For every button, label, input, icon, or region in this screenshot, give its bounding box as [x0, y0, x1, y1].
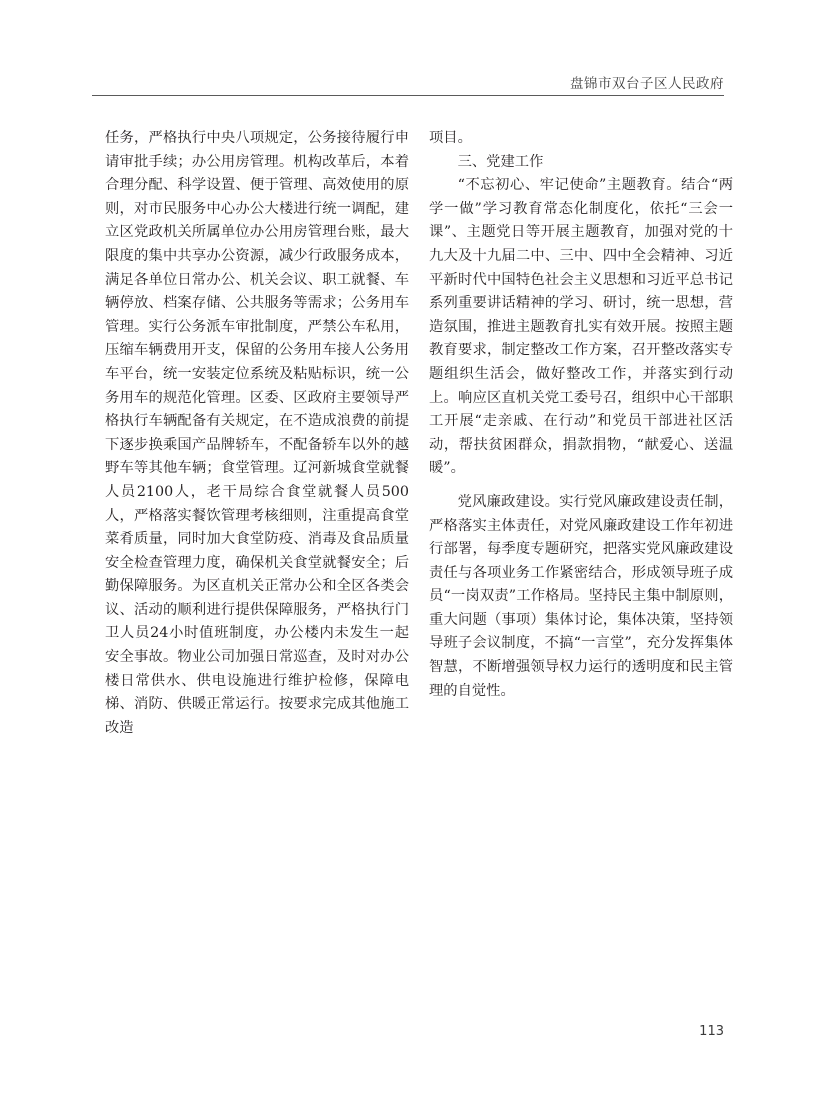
header-divider: [92, 95, 724, 96]
right-column: [429, 127, 733, 703]
body-paragraph: 项目。: [429, 130, 472, 146]
body-paragraph: “不忘初心、牢记使命”主题教育。结合“两学一做”学习教育常态化制度化，依托“三会一课”、主题党日等开展主题教育，加强对党的十九大及十九届二中、三中、四中全会精神、习近平新时代中国特色社会主义思想和习近平总书记系列重要讲话精神的学习、研讨，统一思想，营造氛围，推进主题教育扎实有效开展。按照主题教育要求，制定整改工作方案，召开整改落实专题组织生活会，做好整改工作，并落实到行动上。响应区直机关党工委号召，组织中心干部职工开展“走亲戚、在行动”和党员干部进社区活动，帮扶贫困群众，捐款捐物，“献爱心、送温暖”。: [429, 177, 733, 477]
body-paragraph: 党风廉政建设。实行党风廉政建设责任制，严格落实主体责任，对党风廉政建设工作年初进行部署，每季度专题研究，把落实党风廉政建设责任与各项业务工作紧密结合，形成领导班子成员“一岗双责”工作格局。坚持民主集中制原则，重大问题（事项）集体讨论，集体决策，坚持领导班子会议制度，不搞“一言堂”，充分发挥集体智慧，不断增强领导权力运行的透明度和民主管理的自觉性。: [429, 493, 733, 699]
left-column: [105, 127, 409, 740]
page-number: 113: [699, 1024, 724, 1039]
section-heading: 三、党建工作: [457, 153, 544, 170]
header-title: 盘锦市双台子区人民政府: [570, 76, 724, 92]
body-paragraph: 任务，严格执行中央八项规定，公务接待履行申请审批手续；办公用房管理。机构改革后，本着合理分配、科学设置、便于管理、高效使用的原则，对市民服务中心办公大楼进行统一调配，建立区党政机关所属单位办公用房管理台账，最大限度的集中共享办公资源，减少行政服务成本，满足各单位日常办公、机关会议、职工就餐、车辆停放、档案存储、公共服务等需求；公务用车管理。实行公务派车审批制度，严禁公车私用，压缩车辆费用开支，保留的公务用车接人公务用车平台，统一安装定位系统及粘贴标识，统一公务用车的规范化管理。区委、区政府主要领导严格执行车辆配备有关规定，在不造成浪费的前提下逐步换乘国产品牌轿车，不配备轿车以外的越野车等其他车辆；食堂管理。辽河新城食堂就餐人员2100人，老干局综合食堂就餐人员500人，严格落实餐饮管理考核细则，注重提高食堂菜肴质量，同时加大食堂防疫、消毒及食品质量安全检查管理力度，确保机关食堂就餐安全；后勤保障服务。为区直机关正常办公和全区各类会议、活动的顺利进行提供保障服务，严格执行门卫人员24小时值班制度，办公楼内未发生一起安全事故。物业公司加强日常巡查，及时对办公楼日常供水、供电设施进行维护检修，保障电梯、消防、供暖正常运行。按要求完成其他施工改造: [105, 130, 409, 736]
